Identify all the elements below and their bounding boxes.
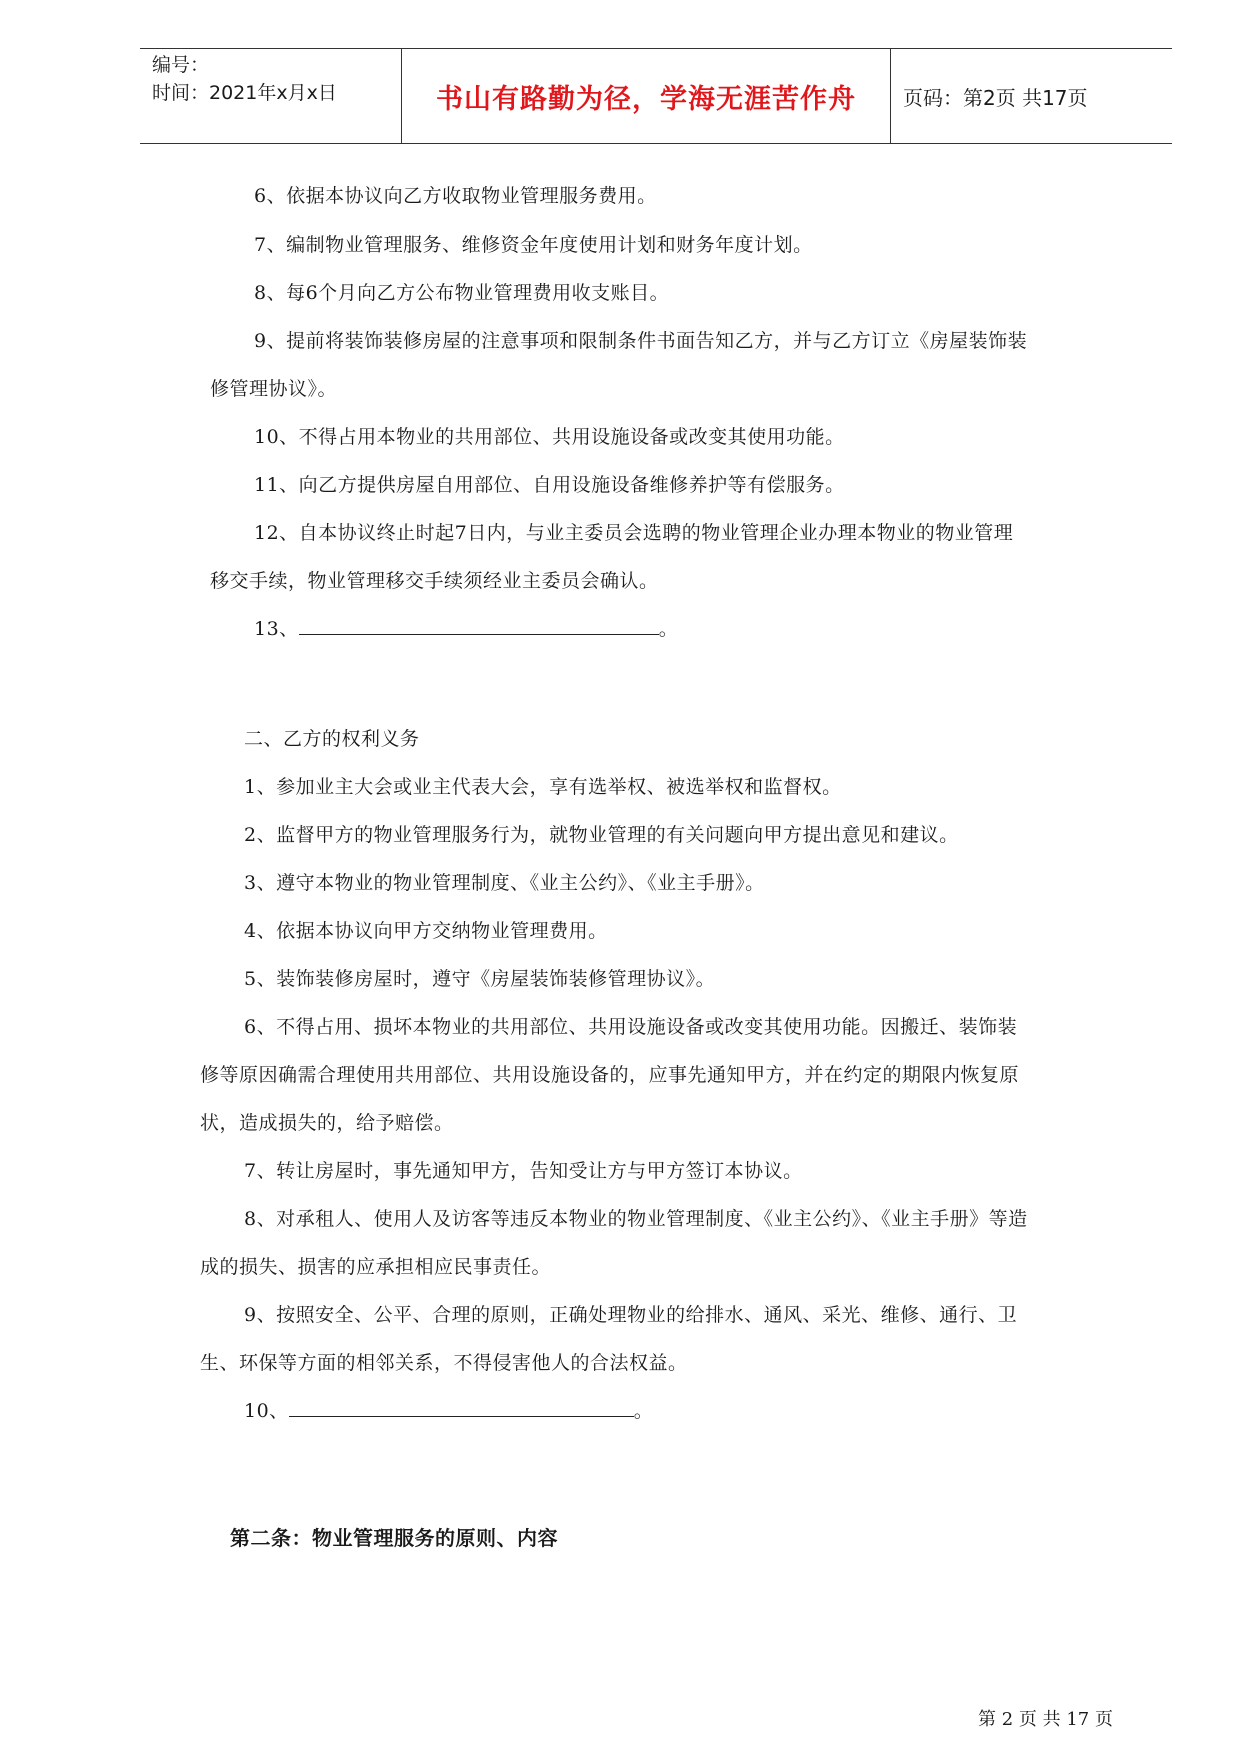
clause-a13-suffix: 。 [658, 618, 679, 640]
clause-b9-line1: 9、按照安全、公平、合理的原则，正确处理物业的给排水、通风、采光、维修、通行、卫 [244, 1304, 1018, 1326]
clause-b5: 5、装饰装修房屋时，遵守《房屋装饰装修管理协议》。 [244, 968, 716, 990]
page-header [140, 48, 1172, 144]
clause-a10: 10、不得占用本物业的共用部位、共用设施设备或改变其使用功能。 [254, 426, 845, 448]
clause-a12-line1: 12、自本协议终止时起7日内，与业主委员会选聘的物业管理企业办理本物业的物业管理 [254, 522, 1014, 544]
clause-b10-suffix: 。 [633, 1400, 654, 1422]
clause-b10 [244, 1396, 653, 1423]
clause-b6-line2: 修等原因确需合理使用共用部位、共用设施设备的，应事先通知甲方，并在约定的期限内恢复原 [200, 1064, 1020, 1086]
clause-b7: 7、转让房屋时，事先通知甲方，告知受让方与甲方签订本协议。 [244, 1160, 803, 1182]
clause-a12-line2: 移交手续，物业管理移交手续须经业主委员会确认。 [210, 570, 659, 592]
clause-b9-line2: 生、环保等方面的相邻关系，不得侵害他人的合法权益。 [200, 1352, 688, 1374]
fill-in-blank-b10[interactable] [289, 1398, 634, 1417]
section-two-title: 二、乙方的权利义务 [244, 728, 420, 750]
header-left-cell [140, 49, 402, 143]
article-two-title: 第二条：物业管理服务的原则、内容 [230, 1526, 558, 1550]
clause-b1: 1、参加业主大会或业主代表大会，享有选举权、被选举权和监督权。 [244, 776, 842, 798]
clause-b6-line1: 6、不得占用、损坏本物业的共用部位、共用设施设备或改变其使用功能。因搬迁、装饰装 [244, 1016, 1018, 1038]
clause-b4: 4、依据本协议向甲方交纳物业管理费用。 [244, 920, 608, 942]
clause-a13 [254, 614, 678, 641]
header-page-cell [891, 49, 1172, 143]
clause-a13-prefix: 13、 [254, 618, 299, 640]
clause-b2: 2、监督甲方的物业管理服务行为，就物业管理的有关问题向甲方提出意见和建议。 [244, 824, 959, 846]
clause-b3: 3、遵守本物业的物业管理制度、《业主公约》、《业主手册》。 [244, 872, 765, 894]
header-page-info: 页码：第2页 共17页 [903, 85, 1088, 110]
page-footer: 第 2 页 共 17 页 [978, 1709, 1113, 1730]
clause-b8-line1: 8、对承租人、使用人及访客等违反本物业的物业管理制度、《业主公约》、《业主手册》等造 [244, 1208, 1028, 1230]
clause-a9-line2: 修管理协议》。 [210, 378, 338, 400]
clause-a6: 6、依据本协议向乙方收取物业管理服务费用。 [254, 185, 657, 207]
document-number-label: 编号： [152, 54, 210, 76]
clause-a7: 7、编制物业管理服务、维修资金年度使用计划和财务年度计划。 [254, 234, 813, 256]
clause-b8-line2: 成的损失、损害的应承担相应民事责任。 [200, 1256, 552, 1278]
clause-a11: 11、向乙方提供房屋自用部位、自用设施设备维修养护等有偿服务。 [254, 474, 845, 496]
clause-a9-line1: 9、提前将装饰装修房屋的注意事项和限制条件书面告知乙方，并与乙方订立《房屋装饰装 [254, 330, 1028, 352]
header-motto-cell [402, 49, 891, 143]
clause-b10-prefix: 10、 [244, 1400, 289, 1422]
clause-a8: 8、每6个月向乙方公布物业管理费用收支账目。 [254, 282, 670, 304]
fill-in-blank-a13[interactable] [299, 616, 659, 635]
clause-b6-line3: 状，造成损失的，给予赔偿。 [200, 1112, 454, 1134]
document-date: 时间：2021年x月x日 [152, 82, 337, 104]
header-motto: 书山有路勤为径，学海无涯苦作舟 [436, 83, 856, 115]
